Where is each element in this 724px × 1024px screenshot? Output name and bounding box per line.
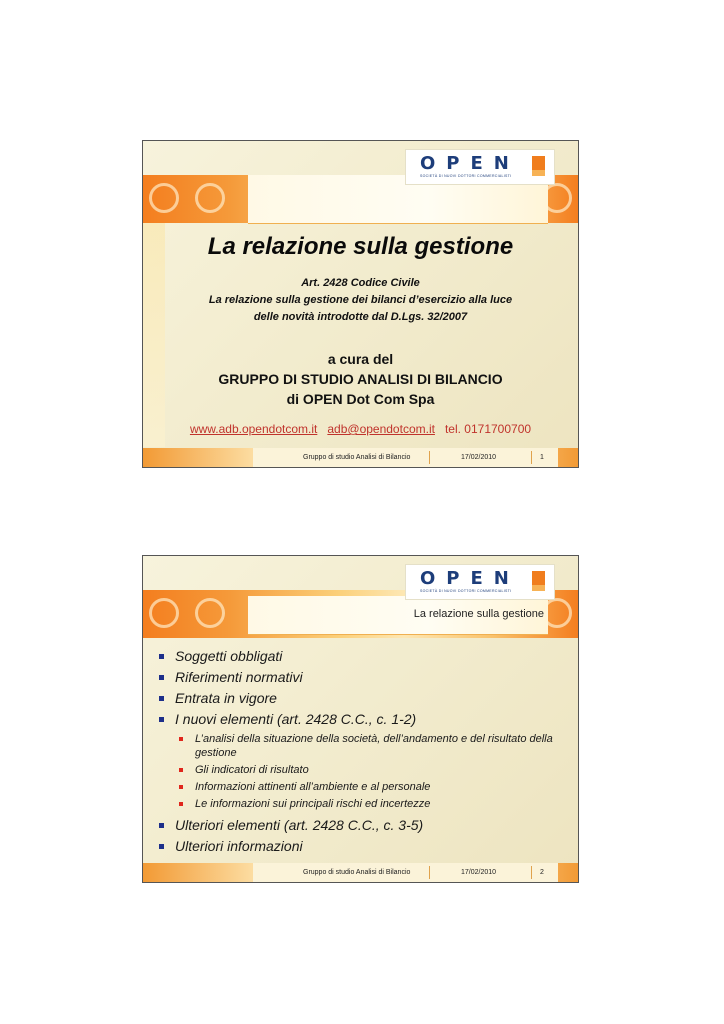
logo-name: OPEN (420, 568, 520, 589)
logo-square-icon (532, 571, 545, 585)
sub-bullet-text: Le informazioni sui principali rischi ed incertezze (195, 798, 431, 810)
bullet-item: Entrata in vigore (159, 688, 558, 709)
swirl-ornament-icon (149, 598, 179, 628)
logo-tagline: SOCIETÀ DI NUOVI DOTTORI COMMERCIALISTI (420, 589, 512, 593)
byline-line: di OPEN Dot Com Spa (286, 391, 435, 407)
swirl-ornament-icon (149, 183, 179, 213)
sub-bullet-item (159, 780, 558, 794)
slide-title: La relazione sulla gestione (207, 233, 514, 260)
bullet-item: Riferimenti normativi (159, 667, 558, 688)
logo-bar-icon (532, 585, 545, 591)
open-logo (405, 149, 555, 185)
slide-footer (143, 448, 578, 467)
logo-square-icon (532, 156, 545, 170)
byline (143, 349, 578, 409)
red-bullet-icon (179, 768, 183, 772)
subtitle-line: delle novità introdotte dal D.Lgs. 32/2007 (253, 311, 468, 323)
byline-line: a cura del (327, 351, 394, 367)
logo-bar-icon (532, 170, 545, 176)
red-bullet-icon (179, 737, 183, 741)
bullet-item: Ulteriori informazioni (159, 836, 558, 857)
slide-header-title: La relazione sulla gestione (413, 608, 544, 620)
contacts (143, 422, 578, 436)
footer-date: 17/02/2010 (461, 869, 497, 876)
footer-group: Gruppo di studio Analisi di Bilancio (303, 869, 411, 876)
slide-footer (143, 863, 578, 882)
sub-bullet-item (159, 797, 558, 811)
bullet-list (159, 646, 558, 857)
bullet-item: I nuovi elementi (art. 2428 C.C., c. 1-2) (159, 709, 558, 730)
slide-2 (142, 555, 579, 883)
bullet-item: Ulteriori elementi (art. 2428 C.C., c. 3-5) (159, 815, 558, 836)
website-link[interactable]: www.adb.opendotcom.it (189, 422, 318, 436)
subtitle-line: La relazione sulla gestione dei bilanci d’esercizio alla luce (208, 294, 513, 306)
footer-divider (429, 451, 430, 464)
sub-bullet-text: Informazioni attinenti all’ambiente e al personale (195, 781, 431, 793)
subtitle-line: Art. 2428 Codice Civile (301, 277, 420, 289)
footer-divider (531, 451, 532, 464)
red-bullet-icon (179, 785, 183, 789)
footer-divider (429, 866, 430, 879)
logo-tagline: SOCIETÀ DI NUOVI DOTTORI COMMERCIALISTI (420, 174, 512, 178)
byline-line: GRUPPO DI STUDIO ANALISI DI BILANCIO (218, 371, 503, 387)
footer-divider (531, 866, 532, 879)
sub-bullet-item (159, 732, 558, 760)
sub-bullet-text: L’analisi della situazione della società, dell’andamento e del risultato della gestione (195, 733, 553, 759)
logo-name: OPEN (420, 153, 520, 174)
red-bullet-icon (179, 802, 183, 806)
footer-page-number: 1 (540, 454, 544, 461)
footer-group: Gruppo di studio Analisi di Bilancio (303, 454, 411, 461)
email-link[interactable]: adb@opendotcom.it (327, 422, 435, 436)
swirl-ornament-icon (195, 598, 225, 628)
slide-1 (142, 140, 579, 468)
phone-number: tel. 0171700700 (444, 422, 532, 436)
sub-bullet-text: Gli indicatori di risultato (195, 764, 309, 776)
footer-date: 17/02/2010 (461, 454, 497, 461)
bullet-item: Soggetti obbligati (159, 646, 558, 667)
footer-page-number: 2 (540, 869, 544, 876)
sub-bullet-item (159, 763, 558, 777)
slide-subtitle (143, 275, 578, 326)
swirl-ornament-icon (195, 183, 225, 213)
open-logo (405, 564, 555, 600)
